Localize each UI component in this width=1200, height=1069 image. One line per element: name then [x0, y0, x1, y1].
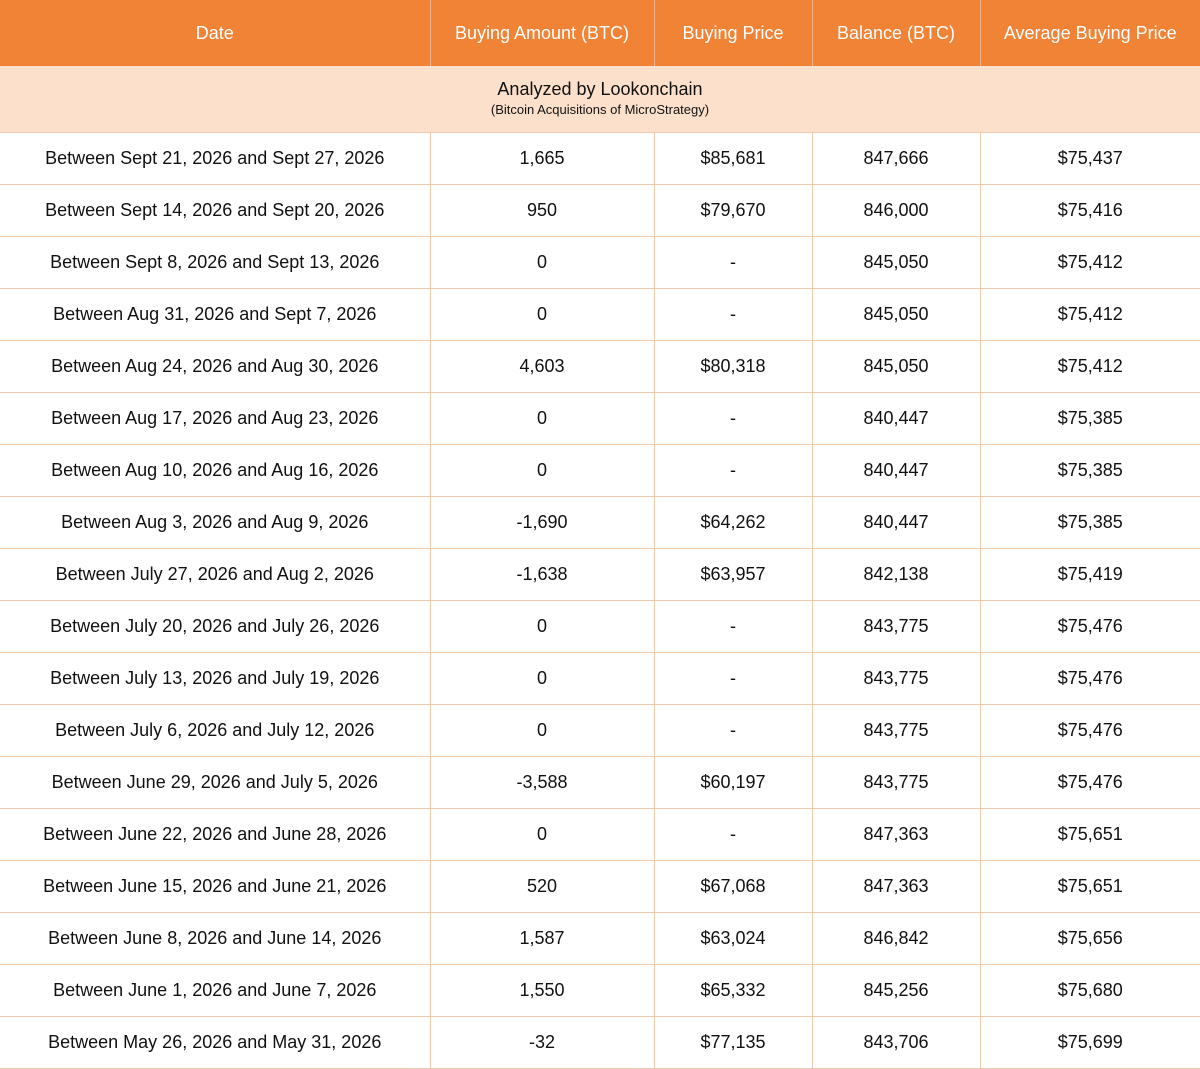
balance-cell: 840,447	[812, 497, 980, 549]
date-cell: Between May 26, 2026 and May 31, 2026	[0, 1017, 430, 1069]
column-header-buying-amount: Buying Amount (BTC)	[430, 0, 654, 66]
buying-amount-cell: -1,690	[430, 497, 654, 549]
average-buying-price-cell: $75,476	[980, 653, 1200, 705]
column-header-date: Date	[0, 0, 430, 66]
average-buying-price-cell: $75,680	[980, 965, 1200, 1017]
average-buying-price-cell: $75,412	[980, 341, 1200, 393]
balance-cell: 845,256	[812, 965, 980, 1017]
buying-price-cell: -	[654, 445, 812, 497]
average-buying-price-cell: $75,651	[980, 809, 1200, 861]
table-row	[0, 133, 1200, 185]
date-cell: Between June 1, 2026 and June 7, 2026	[0, 965, 430, 1017]
date-cell: Between Aug 31, 2026 and Sept 7, 2026	[0, 289, 430, 341]
buying-amount-cell: 1,665	[430, 133, 654, 185]
balance-cell: 845,050	[812, 341, 980, 393]
buying-price-cell: $65,332	[654, 965, 812, 1017]
table-row	[0, 965, 1200, 1017]
balance-cell: 847,666	[812, 133, 980, 185]
table-row	[0, 393, 1200, 445]
average-buying-price-cell: $75,416	[980, 185, 1200, 237]
balance-cell: 843,775	[812, 757, 980, 809]
table-row	[0, 549, 1200, 601]
date-cell: Between Aug 10, 2026 and Aug 16, 2026	[0, 445, 430, 497]
buying-amount-cell: 0	[430, 289, 654, 341]
column-header-balance: Balance (BTC)	[812, 0, 980, 66]
table-header	[0, 0, 1200, 66]
buying-price-cell: $67,068	[654, 861, 812, 913]
average-buying-price-cell: $75,656	[980, 913, 1200, 965]
table-body	[0, 133, 1200, 1069]
average-buying-price-cell: $75,419	[980, 549, 1200, 601]
average-buying-price-cell: $75,651	[980, 861, 1200, 913]
date-cell: Between June 8, 2026 and June 14, 2026	[0, 913, 430, 965]
buying-amount-cell: 1,550	[430, 965, 654, 1017]
buying-amount-cell: 0	[430, 601, 654, 653]
column-header-buying-price: Buying Price	[654, 0, 812, 66]
analysis-banner	[0, 66, 1200, 133]
buying-price-cell: $63,957	[654, 549, 812, 601]
buying-amount-cell: 1,587	[430, 913, 654, 965]
date-cell: Between Aug 3, 2026 and Aug 9, 2026	[0, 497, 430, 549]
buying-amount-cell: 950	[430, 185, 654, 237]
table-row	[0, 757, 1200, 809]
table-row	[0, 289, 1200, 341]
balance-cell: 845,050	[812, 289, 980, 341]
table-row	[0, 341, 1200, 393]
balance-cell: 842,138	[812, 549, 980, 601]
balance-cell: 843,775	[812, 705, 980, 757]
average-buying-price-cell: $75,385	[980, 445, 1200, 497]
average-buying-price-cell: $75,476	[980, 601, 1200, 653]
buying-price-cell: -	[654, 289, 812, 341]
balance-cell: 846,000	[812, 185, 980, 237]
buying-amount-cell: 0	[430, 237, 654, 289]
date-cell: Between June 22, 2026 and June 28, 2026	[0, 809, 430, 861]
balance-cell: 840,447	[812, 393, 980, 445]
table-row	[0, 445, 1200, 497]
table-row	[0, 601, 1200, 653]
date-cell: Between Sept 8, 2026 and Sept 13, 2026	[0, 237, 430, 289]
average-buying-price-cell: $75,699	[980, 1017, 1200, 1069]
date-cell: Between July 20, 2026 and July 26, 2026	[0, 601, 430, 653]
average-buying-price-cell: $75,385	[980, 393, 1200, 445]
average-buying-price-cell: $75,412	[980, 289, 1200, 341]
buying-price-cell: $77,135	[654, 1017, 812, 1069]
banner-subtitle: (Bitcoin Acquisitions of MicroStrategy)	[490, 102, 710, 117]
date-cell: Between June 15, 2026 and June 21, 2026	[0, 861, 430, 913]
buying-amount-cell: 520	[430, 861, 654, 913]
date-cell: Between July 6, 2026 and July 12, 2026	[0, 705, 430, 757]
buying-amount-cell: 0	[430, 809, 654, 861]
buying-price-cell: -	[654, 653, 812, 705]
buying-price-cell: $64,262	[654, 497, 812, 549]
table-row	[0, 913, 1200, 965]
buying-amount-cell: -1,638	[430, 549, 654, 601]
table-row	[0, 705, 1200, 757]
table-row	[0, 1017, 1200, 1069]
balance-cell: 843,706	[812, 1017, 980, 1069]
buying-amount-cell: 0	[430, 393, 654, 445]
table-row	[0, 861, 1200, 913]
table-row	[0, 185, 1200, 237]
average-buying-price-cell: $75,385	[980, 497, 1200, 549]
date-cell: Between Aug 17, 2026 and Aug 23, 2026	[0, 393, 430, 445]
date-cell: Between Sept 21, 2026 and Sept 27, 2026	[0, 133, 430, 185]
balance-cell: 843,775	[812, 601, 980, 653]
buying-amount-cell: 0	[430, 653, 654, 705]
balance-cell: 845,050	[812, 237, 980, 289]
banner-cell	[0, 66, 1200, 133]
date-cell: Between Sept 14, 2026 and Sept 20, 2026	[0, 185, 430, 237]
buying-price-cell: $63,024	[654, 913, 812, 965]
average-buying-price-cell: $75,437	[980, 133, 1200, 185]
table-row	[0, 497, 1200, 549]
date-cell: Between Aug 24, 2026 and Aug 30, 2026	[0, 341, 430, 393]
banner-title: Analyzed by Lookonchain	[497, 79, 703, 99]
buying-price-cell: -	[654, 601, 812, 653]
buying-price-cell: $60,197	[654, 757, 812, 809]
buying-amount-cell: 0	[430, 705, 654, 757]
date-cell: Between June 29, 2026 and July 5, 2026	[0, 757, 430, 809]
buying-amount-cell: 0	[430, 445, 654, 497]
average-buying-price-cell: $75,476	[980, 705, 1200, 757]
buying-amount-cell: -32	[430, 1017, 654, 1069]
buying-amount-cell: -3,588	[430, 757, 654, 809]
buying-price-cell: -	[654, 705, 812, 757]
table-row	[0, 653, 1200, 705]
balance-cell: 840,447	[812, 445, 980, 497]
buying-price-cell: -	[654, 393, 812, 445]
average-buying-price-cell: $75,412	[980, 237, 1200, 289]
buying-price-cell: $79,670	[654, 185, 812, 237]
buying-price-cell: $80,318	[654, 341, 812, 393]
table-row	[0, 237, 1200, 289]
balance-cell: 847,363	[812, 809, 980, 861]
column-header-average-buying-price: Average Buying Price	[980, 0, 1200, 66]
balance-cell: 847,363	[812, 861, 980, 913]
date-cell: Between July 27, 2026 and Aug 2, 2026	[0, 549, 430, 601]
balance-cell: 843,775	[812, 653, 980, 705]
buying-amount-cell: 4,603	[430, 341, 654, 393]
date-cell: Between July 13, 2026 and July 19, 2026	[0, 653, 430, 705]
table-row	[0, 809, 1200, 861]
average-buying-price-cell: $75,476	[980, 757, 1200, 809]
buying-price-cell: -	[654, 237, 812, 289]
balance-cell: 846,842	[812, 913, 980, 965]
buying-price-cell: -	[654, 809, 812, 861]
buying-price-cell: $85,681	[654, 133, 812, 185]
